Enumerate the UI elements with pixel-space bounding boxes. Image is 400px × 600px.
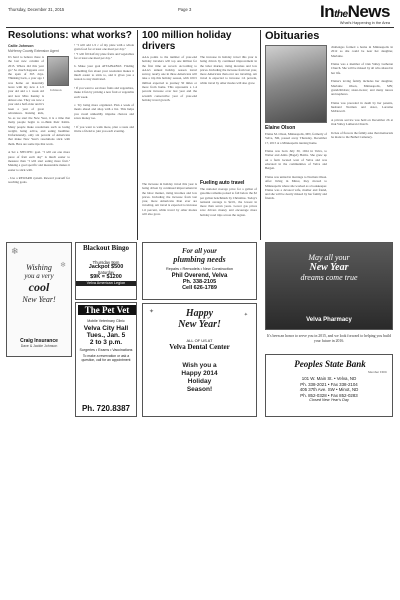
petvet-date: Tues., Jan. 5 [86, 332, 126, 339]
hny-line2: New Year! [178, 319, 221, 330]
ad-cool-line2: you a very [24, 272, 54, 280]
drivers-subhead: Fueling auto travel [200, 180, 245, 186]
ad-cool-sub: Dave & Jackie Johnson [20, 344, 58, 348]
bingo-day: Saturday [97, 270, 115, 275]
petvet-phone: Ph. 720.8387 [81, 404, 131, 413]
star-icon: ✦ [149, 309, 155, 315]
hny-wish2: Happy 2014 [181, 370, 218, 377]
resolutions-body-top: It's hard to believe there is the last new column of 2015. Where did this year go? So much happens over the span of 365 days. Thinking back, a year ago I was home on maternity leave with my new 4 1/2 year old and a 1 week old and now Miss Kenley is almost one. They are now a year and a half older and it's been a year of great adventures. Raising kids, [8, 55, 44, 115]
peoples-blurb: It's been an honor to serve you in 2015, and we look forward to helping you build your future in 2016. [267, 334, 391, 343]
snowflake-icon: ❄ [60, 261, 66, 269]
plumbing-line2: plumbing needs [173, 255, 226, 264]
bank-phone1: Ph. 338-2021 • Fax 338-2104 [300, 381, 358, 387]
ad-plumbing [142, 242, 257, 300]
bingo-venue: Velva American Legion [76, 281, 136, 286]
dreams-company: Velva Pharmacy [306, 317, 352, 323]
hny-from: ALL OF US AT [186, 338, 213, 343]
ad-cool-line4: New Year! [22, 295, 56, 304]
bank-closed: Closed New Year's Day [309, 398, 349, 403]
brand-suffix: News [347, 2, 390, 21]
resolutions-body-bottom: So as we start the New Year, it is a time that many people begin to re-think their habits. Many people make resolutions such as losing weight, being active, and eating healthier. Unfortunately, only six percent of Americans that make New Year's resolutions stick with them. Here are some tips that work. A Set a SPECIFIC goal. "I will eat one more piece of fruit each day" is much easier to measure than "I will start eating more fruit." Making a goal specific and measurable makes it easier to stick with. - Use a REWARD system. Reward yourself for reaching goals. [8, 116, 70, 185]
obituary-body-right: challenges formed a home in Minneapolis in 2012 so she could be near her daughter, Marlaine. Elaine was a member of Oak Valley Lutheran Church. She will be missed by all who shared in her life. Elaine's loving family includes her daughter, Marlaine Olson, Minneapolis, MN; grandchildren; sister-in-law; and many nieces and nephews. Elaine was preceded in death by her parents, husband Norman and sister, Lorraine McDowell. A private service was held on December 26 at Oak Valley Lutheran Church. In lieu of flowers the family asks that memorials be made to the Bethel Cemetery. [331, 45, 393, 140]
hny-wish4: Season! [186, 386, 213, 393]
bingo-prize: $9K = $1200 [90, 274, 122, 280]
author-portrait [47, 56, 69, 86]
hny-line1: Happy [185, 308, 214, 319]
obituary-body-left: Elaine M. Olson, Minneapolis, MN, formerly of Velva, ND, passed away Thursday, December 17, 2015 at a Minneapolis nursing home. Elaine was born July 30, 1924 in Velva, to Walter and Alma (Hagel) Hobbs. She grew up on a farm located west of Velva and was educated in the communities of Velva and Bergen. Elaine was united in marriage to Norman Olson. After living in Minot, they moved to Minneapolis where she worked as a bookkeeper. Elaine was a devoted wife, mother and friend, and she will be dearly missed by her family and friends. [265, 132, 327, 201]
ad-new-year-dreams [265, 242, 393, 330]
resolutions-bullets: • "I will add 1/2 c of my plate with a whole grain food for at least one meal per day." • "I will fill half my plate fruits and vegetables for at least one meal per day." b. Make your goal ATTAINABLE. Finding something fun about your resolution makes it much easier to stick to, and it gives you a reason to stay motivated. • If you want to eat more fruits and vegetables, make it fun by picking a new fruit or vegetable each week. c. Try being more organized. Plan a week of meals ahead and shop with a list. This helps you avoid unhealthy impulse choices and saves money too. • If you want to walk more, plan a route and invite a friend to join you each evening. [74, 43, 134, 133]
bingo-jackpot: Jackpot $500 [88, 264, 124, 270]
bingo-title: Blackout Bingo [82, 244, 130, 252]
masthead-rule [6, 27, 394, 28]
hny-wish1: Wish you a [182, 362, 217, 369]
hny-wish3: Holiday [187, 378, 212, 385]
ad-cool-company: Craig Insurance [20, 338, 58, 344]
petvet-note: To make a reservation or ask a question, call for an appointment [81, 354, 131, 362]
ad-blackout-bingo [75, 242, 137, 300]
ad-pet-vet [75, 302, 137, 417]
bank-name: Peoples State Bank [294, 359, 366, 369]
ad-cool-line3: cool [28, 280, 50, 294]
plumbing-services: Repairs • Remodels • New Construction [165, 267, 234, 271]
byline-title: McHenry County Extension Agent [8, 48, 59, 53]
obituaries-headline: Obituaries [265, 30, 320, 42]
petvet-location: Velva City Hall [83, 325, 129, 332]
drivers-body-bottom: The national average price for a gallon of gasoline remains poised to fall below the $2 per gallon benchmark by Christmas. Today's national average is $2.01, the lowest in more than seven years. Lower gas prices save drivers money and encourage more holiday road trips across the region. [200, 187, 257, 217]
bank-phone2: Ph. 852-0328 • Fax 852-0283 [300, 392, 358, 398]
ad-new-year-cool [6, 242, 72, 357]
obituary-photo-name: Elaine Olson [265, 125, 296, 131]
dreams-line1: May all your [308, 253, 350, 262]
portrait-caption: Johnson [50, 88, 62, 92]
drivers-body-mid: The increase in holiday travel this year is being driven by continued improvement in the labor market, rising incomes and low prices. Including the increase from last year, more Americans than ever are traveling. Air travel is expected to increase 1.6 percent, while travel by other modes will also grow. [200, 55, 257, 85]
bank-addr1: 101 W. Main St. • Velva, ND [301, 376, 357, 381]
plumbing-phone2: Cell 626-1789 [182, 285, 217, 291]
drivers-headline: 100 million holiday drivers [142, 30, 232, 52]
petvet-services: Surgeries • Exams • Vaccinations [79, 348, 133, 352]
bank-addr2: 405 37th Ave. SW • Minot, ND [299, 387, 359, 393]
byline-name: Callie Johnson [8, 44, 34, 48]
drivers-body-bottom-left: The increase in holiday travel this year is being driven by continued improvement in the labor market, rising incomes and low prices. Including the increase from last year, more Americans than ever are traveling. Air travel is expected to increase 1.6 percent, while travel by other modes will also grow. [142, 182, 197, 217]
bank-logo [270, 359, 390, 369]
plumbing-line1: For all your [181, 247, 217, 255]
brand-logo [320, 2, 390, 22]
petvet-title: The Pet Vet [78, 305, 136, 315]
ad-peoples-bank [265, 354, 393, 417]
resolutions-headline: Resolutions: what works? [8, 30, 132, 41]
obituary-photo [265, 45, 327, 123]
petvet-time: 2 to 3 p.m. [89, 339, 123, 346]
petvet-sub: Mobile Veterinary Clinic [87, 319, 125, 323]
ad-cool-line1: Wishing [26, 263, 52, 272]
snowflake-icon: ❄ [11, 246, 19, 256]
brand-main: the [334, 9, 348, 20]
hny-company: Velva Dental Center [169, 343, 230, 351]
star-icon: ✦ [243, 313, 248, 318]
bank-member: Member FDIC [368, 370, 387, 374]
bingo-night: Thursday 9pm [92, 260, 120, 265]
plumbing-company: Phil Overend, Velva [171, 273, 228, 279]
page-label: Page 3 [178, 7, 192, 12]
brand-prefix: In [319, 2, 335, 21]
date-line: Thursday, December 31, 2015 [8, 7, 65, 12]
tagline: What's Happening in the Area [339, 21, 390, 25]
drivers-body-top: AAA points to the number of year-end holiday travelers will top one million for the first time on record. According to AAA's annual holiday season travel survey, nearly one in three Americans will take a trip this holiday season, with 100.5 million expected to journey 50 miles or more from home. This represents a 1.4 percent increase over last year and the seventh consecutive year of year-end holiday travel growth. [142, 55, 197, 102]
dreams-line2: New Year [309, 262, 349, 273]
dreams-line3: dreams come true [300, 273, 358, 282]
col-divider-1 [137, 30, 138, 240]
ad-happy-new-year [142, 303, 257, 417]
col-divider-2 [260, 30, 261, 240]
plumbing-phone1: Ph. 338-2105 [182, 279, 217, 285]
